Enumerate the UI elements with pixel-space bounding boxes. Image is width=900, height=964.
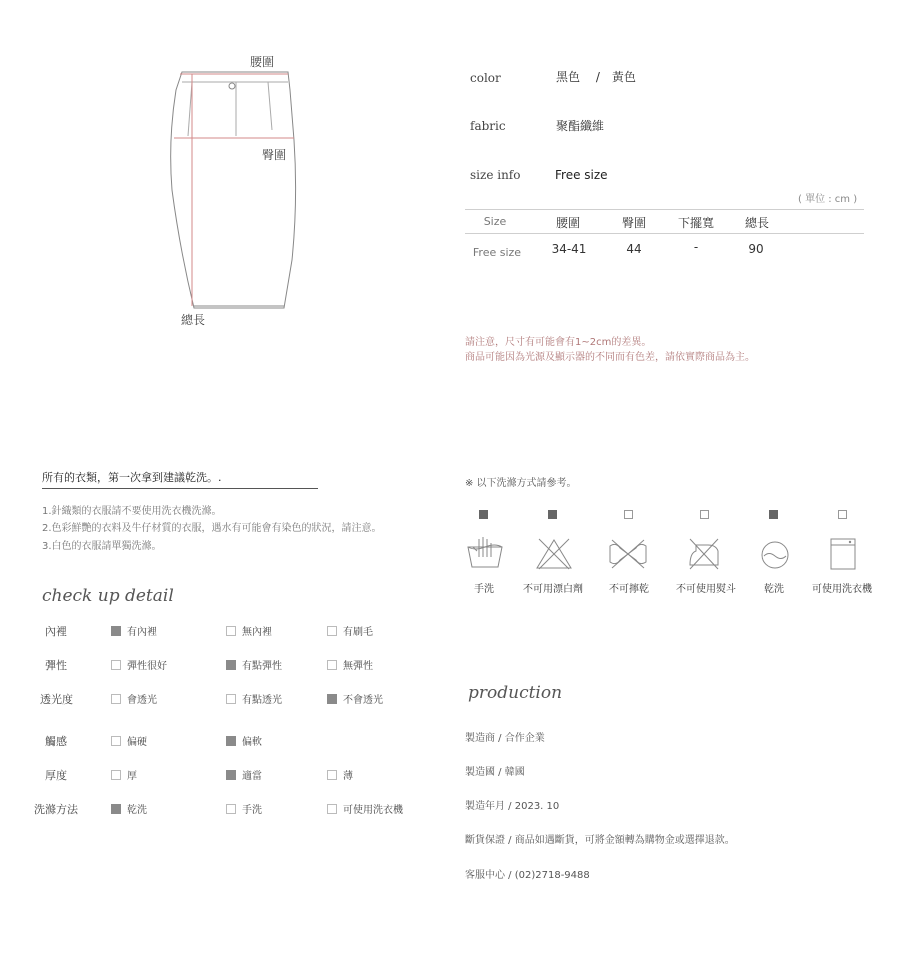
production-line: 客服中心 / (02)2718-9488 <box>465 870 590 881</box>
hand-wash-icon <box>465 535 505 571</box>
wash-label: 不可使用熨斗 <box>676 584 736 595</box>
checkbox-icon <box>111 626 121 636</box>
detail-option-text: 無彈性 <box>343 661 373 672</box>
washing-note: ※ 以下洗滌方式請參考。 <box>465 478 577 489</box>
checkbox-icon <box>111 770 121 780</box>
detail-option-text: 乾洗 <box>127 805 147 816</box>
fabric-value: 聚酯纖維 <box>556 119 605 133</box>
dry-clean-icon <box>760 540 790 570</box>
detail-option-text: 有點透光 <box>242 695 282 706</box>
table-header: 臀圍 <box>621 216 646 230</box>
checkbox-icon <box>226 770 236 780</box>
care-intro-title: 所有的衣類，第一次拿到建議乾洗。. <box>42 469 318 489</box>
color-label: color <box>470 71 501 85</box>
notice-line-1: 請注意，尺寸有可能會有1~2cm的差異。 <box>465 337 652 348</box>
hip-label: 臀圍 <box>262 148 287 162</box>
detail-row-label: 彈性 <box>45 659 67 672</box>
wash-status-icon <box>700 510 709 519</box>
detail-option[interactable] <box>327 801 403 816</box>
table-header: Size <box>483 215 507 228</box>
no-iron-icon <box>686 537 722 571</box>
checkbox-icon <box>111 660 121 670</box>
checkbox-icon <box>327 804 337 814</box>
detail-row-label: 內裡 <box>45 625 67 638</box>
wash-status-icon <box>479 510 488 519</box>
detail-option[interactable] <box>226 691 282 706</box>
checkbox-icon <box>327 694 337 704</box>
wash-status-icon <box>548 510 557 519</box>
production-line: 製造年月 / 2023. 10 <box>465 801 560 812</box>
wash-status-icon <box>624 510 633 519</box>
care-item: 1.針織類的衣服請不要使用洗衣機洗滌。 <box>42 506 222 517</box>
color-value: 黑色 / 黃色 <box>556 70 636 84</box>
size-label: size info <box>470 168 521 182</box>
machine-wash-icon <box>829 537 857 571</box>
detail-option-text: 彈性很好 <box>127 661 167 672</box>
unit-note: ( 單位 : cm ) <box>798 194 858 205</box>
waist-label: 腰圍 <box>250 55 275 69</box>
detail-option-text: 偏軟 <box>242 737 262 748</box>
table-cell: 90 <box>748 242 764 256</box>
table-top-rule <box>465 209 864 210</box>
detail-option-text: 薄 <box>343 771 353 782</box>
production-title: production <box>468 683 563 703</box>
wash-status-icon <box>769 510 778 519</box>
fabric-label: fabric <box>470 119 506 133</box>
no-bleach-icon <box>535 537 573 571</box>
table-header-rule <box>465 233 864 234</box>
detail-option-text: 有刷毛 <box>343 627 373 638</box>
checkbox-icon <box>226 804 236 814</box>
checkbox-icon <box>111 804 121 814</box>
wash-label: 手洗 <box>474 584 494 595</box>
detail-row-label: 透光度 <box>40 693 73 706</box>
detail-row-label: 觸感 <box>45 735 67 748</box>
checkbox-icon <box>226 660 236 670</box>
table-header: 總長 <box>744 216 769 230</box>
detail-option[interactable] <box>111 691 157 706</box>
detail-option[interactable] <box>111 623 157 638</box>
checkbox-icon <box>226 626 236 636</box>
skirt-diagram <box>160 50 310 330</box>
detail-option[interactable] <box>111 801 147 816</box>
detail-row-label: 洗滌方法 <box>34 803 78 816</box>
checkbox-icon <box>111 736 121 746</box>
production-line: 斷貨保證 / 商品如遇斷貨，可將金額轉為購物金或選擇退款。 <box>465 835 735 846</box>
detail-option-text: 不會透光 <box>343 695 383 706</box>
detail-option[interactable] <box>327 657 373 672</box>
table-header: 腰圍 <box>555 216 580 230</box>
detail-option-text: 有內裡 <box>127 627 157 638</box>
care-item: 3.白色的衣服請單獨洗滌。 <box>42 541 162 552</box>
wash-status-icon <box>838 510 847 519</box>
detail-option-text: 手洗 <box>242 805 262 816</box>
detail-option[interactable] <box>111 733 147 748</box>
detail-option-text: 可使用洗衣機 <box>343 805 403 816</box>
table-cell: 44 <box>626 242 642 256</box>
checkbox-icon <box>327 626 337 636</box>
checkbox-icon <box>226 694 236 704</box>
detail-option-text: 會透光 <box>127 695 157 706</box>
table-cell: Free size <box>472 246 522 259</box>
wash-label: 乾洗 <box>764 584 784 595</box>
table-cell: - <box>693 240 699 254</box>
detail-option-text: 有點彈性 <box>242 661 282 672</box>
detail-option[interactable] <box>327 767 353 782</box>
checkbox-icon <box>111 694 121 704</box>
checkbox-icon <box>327 660 337 670</box>
checkbox-icon <box>327 770 337 780</box>
table-cell: 34-41 <box>551 242 587 256</box>
detail-option[interactable] <box>111 767 137 782</box>
detail-option[interactable] <box>226 801 262 816</box>
detail-option-text: 適當 <box>242 771 262 782</box>
detail-option[interactable] <box>226 657 282 672</box>
detail-option-text: 無內裡 <box>242 627 272 638</box>
detail-row-label: 厚度 <box>45 769 67 782</box>
detail-title: check up detail <box>42 586 174 606</box>
wash-label: 不可用漂白劑 <box>523 584 583 595</box>
no-wring-icon <box>608 538 648 570</box>
wash-label: 不可擰乾 <box>609 584 649 595</box>
production-line: 製造商 / 合作企業 <box>465 733 545 744</box>
detail-option[interactable] <box>327 691 383 706</box>
notice-line-2: 商品可能因為光源及顯示器的不同而有色差，請依實際商品為主。 <box>465 352 755 363</box>
detail-option[interactable] <box>226 623 272 638</box>
wash-label: 可使用洗衣機 <box>812 584 872 595</box>
length-label: 總長 <box>181 313 206 327</box>
production-line: 製造國 / 韓國 <box>465 767 525 778</box>
detail-option[interactable] <box>111 657 167 672</box>
checkbox-icon <box>226 736 236 746</box>
size-value: Free size <box>555 168 608 182</box>
detail-option[interactable] <box>226 767 262 782</box>
detail-option[interactable] <box>327 623 373 638</box>
skirt-outline-icon <box>160 50 310 330</box>
care-item: 2.色彩鮮艷的衣料及牛仔材質的衣服，遇水有可能會有染色的狀況，請注意。 <box>42 523 382 534</box>
detail-option-text: 厚 <box>127 771 137 782</box>
detail-option-text: 偏硬 <box>127 737 147 748</box>
detail-option[interactable] <box>226 733 262 748</box>
table-header: 下擺寬 <box>677 216 714 230</box>
